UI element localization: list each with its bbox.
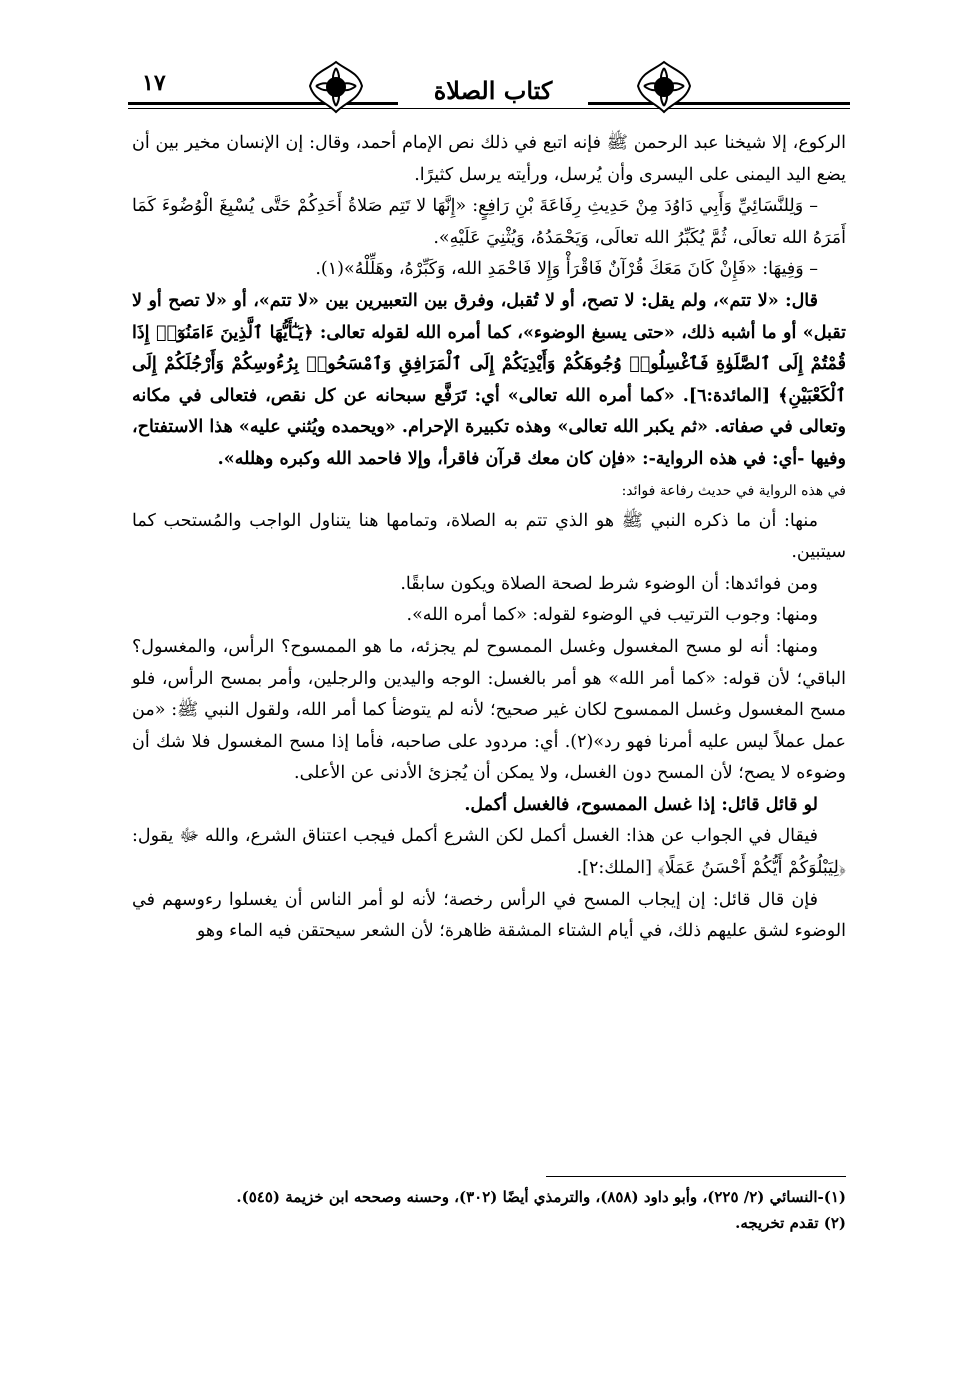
hadith-quote: – وَفِيهَا: «فَإِنْ كَانَ مَعَكَ قُرْآنٌ فَاقْرَأْ وَإِلا فَاحْمَدِ الله، وَكَبِّرْهُ، وهَلِّلْهُ»(١). — [315, 259, 818, 280]
paragraph: فإن قال قائل: إن إيجاب المسح في الرأس رخصة؛ لأنه لو أمر الناس أن يغسلوا رءوسهم في الوضوء لشق عليهم ذلك، في أيام الشتاء المشقة ظاهرة؛ لأن الشعر سيحتقن فيه الماء وهو — [132, 889, 846, 942]
section-heading: في هذه الرواية في حديث رفاعة فوائد: — [621, 482, 846, 499]
paragraph: الركوع، إلا شيخنا عبد الرحمن ﷺ فإنه اتبع في ذلك نص الإمام أحمد، وقال: إن الإنسان مخير بين أن يضع اليد اليمنى على اليسرى وأن يُرسل، ورأيته يرسل كثيرًا. — [132, 133, 846, 185]
footnotes — [132, 1184, 846, 1236]
page-header — [128, 58, 850, 118]
page-number: ١٧ — [142, 70, 166, 96]
paragraph: ومن فوائدها: أن الوضوء شرط لصحة الصلاة ويكون سابقًا. — [400, 573, 818, 594]
paragraph: منها: أن ما ذكره النبي ﷺ هو الذي تتم به الصلاة، وتمامها هنا يتناول الواجب والمُستحب كما سيتبين. — [132, 510, 846, 563]
footnote-rule — [546, 1176, 846, 1177]
header-ornament-left-icon — [306, 58, 366, 116]
header-ornament-right-icon — [634, 58, 694, 116]
hadith-quote: – وَلِلنَّسَائِيِّ وَأَبِي دَاوُدَ مِنْ حَدِيثِ رِفَاعَةَ بْنِ رَافِعٍ: «إِنَّهَا لا تَتِم صَلاةُ أَحَدِكُمْ حَتَّى يُسْبِغَ الْوُضُوءَ كَمَا أَمَرَهُ الله تعالَى، ثُمَّ يُكَبِّرُ الله تعالَى، وَيَحْمَدُهُ، وَيُثْنِيَ عَلَيْهِ». — [132, 196, 846, 248]
paragraph: ومنها: وجوب الترتيب في الوضوء لقوله: «كما أمره الله». — [406, 605, 818, 626]
header-rule-thin — [128, 108, 850, 109]
paragraph: قال: «لا تتم»، ولم يقل: لا تصح، أو لا تُقبل، وفرق بين التعبيرين بين «لا تتم»، أو «لا تصح أو لا تقبل» أو ما أشبه ذلك، «حتى يسبغ الوضوء»، كما أمره الله لقوله تعالى: ﴿يَـٰٓأَيُّهَا ٱلَّذِينَ ءَامَنُوٓا۟ إِذَا قُمْتُمْ إِلَى ٱلصَّلَوٰةِ فَٱغْسِلُوا۟ وُجُوهَكُمْ وَأَيْدِيَكُمْ إِلَى ٱلْمَرَافِقِ وَٱمْسَحُوا۟ بِرُءُوسِكُمْ وَأَرْجُلَكُمْ إِلَى ٱلْكَعْبَيْنِ﴾ [المائدة:٦]. «كما أمره الله تعالى» أي: تَرَفَّع سبحانه عن كل نقص، فتعالى في مكانه وتعالى في صفاته. «ثم يكبر الله تعالى» وهذه تكبيرة الإحرام. «ويحمده ويُثني عليه» هذا الاستفتاح، وفيها -أي: في هذه الرواية-: «فإن كان معك قرآن فاقرأ، وإلا فاحمد الله وكبره وهلله». — [132, 290, 846, 469]
footnote: (٢) تقدم تخريجه. — [735, 1214, 846, 1232]
footnote: (١)-النسائي (٢/ ٢٢٥)، وأبو داود (٨٥٨)، والترمذي أيضًا (٣٠٢)، وحسنه وصححه ابن خزيمة (٥٤٥). — [236, 1188, 846, 1206]
paragraph: فيقال في الجواب عن هذا: الغسل أكمل لكن الشرع أكمل فيجب اعتناق الشرع، والله ﷻ يقول: ﴿لِيَبْلُوَكُمْ أَيُّكُمْ أَحْسَنُ عَمَلًا﴾ [الملك:٢]. — [132, 826, 846, 879]
paragraph: لو قائل قائل: إذا غسل الممسوح، فالغسل أكمل. — [464, 794, 818, 815]
main-text — [132, 128, 846, 948]
paragraph: ومنها: أنه لو مسح المغسول وغسل الممسوح لم يجزئه، ما هو الممسوح؟ الرأس، والمغسول؟ الباقي؛ لأن قوله: «كما أمر الله» هو أمر بالغسل: الوجه واليدين والرجلين، وأمر بمسح الرأس، فلو مسح المغسول وغسل الممسوح لكان غير صحيح؛ لأنه لم يتوضأ كما أمر الله، ولقول النبي ﷺ: «من عمل عملاً ليس عليه أمرنا فهو رد»(٢). أي: مردود على صاحبه، فأما إذا مسح المغسول فلا شك أن وضوءه لا يصح؛ لأن المسح دون الغسل، ولا يمكن أن يُجزئ الأدنى عن الأعلى. — [132, 636, 846, 784]
book-title: كتاب الصلاة — [398, 76, 588, 105]
